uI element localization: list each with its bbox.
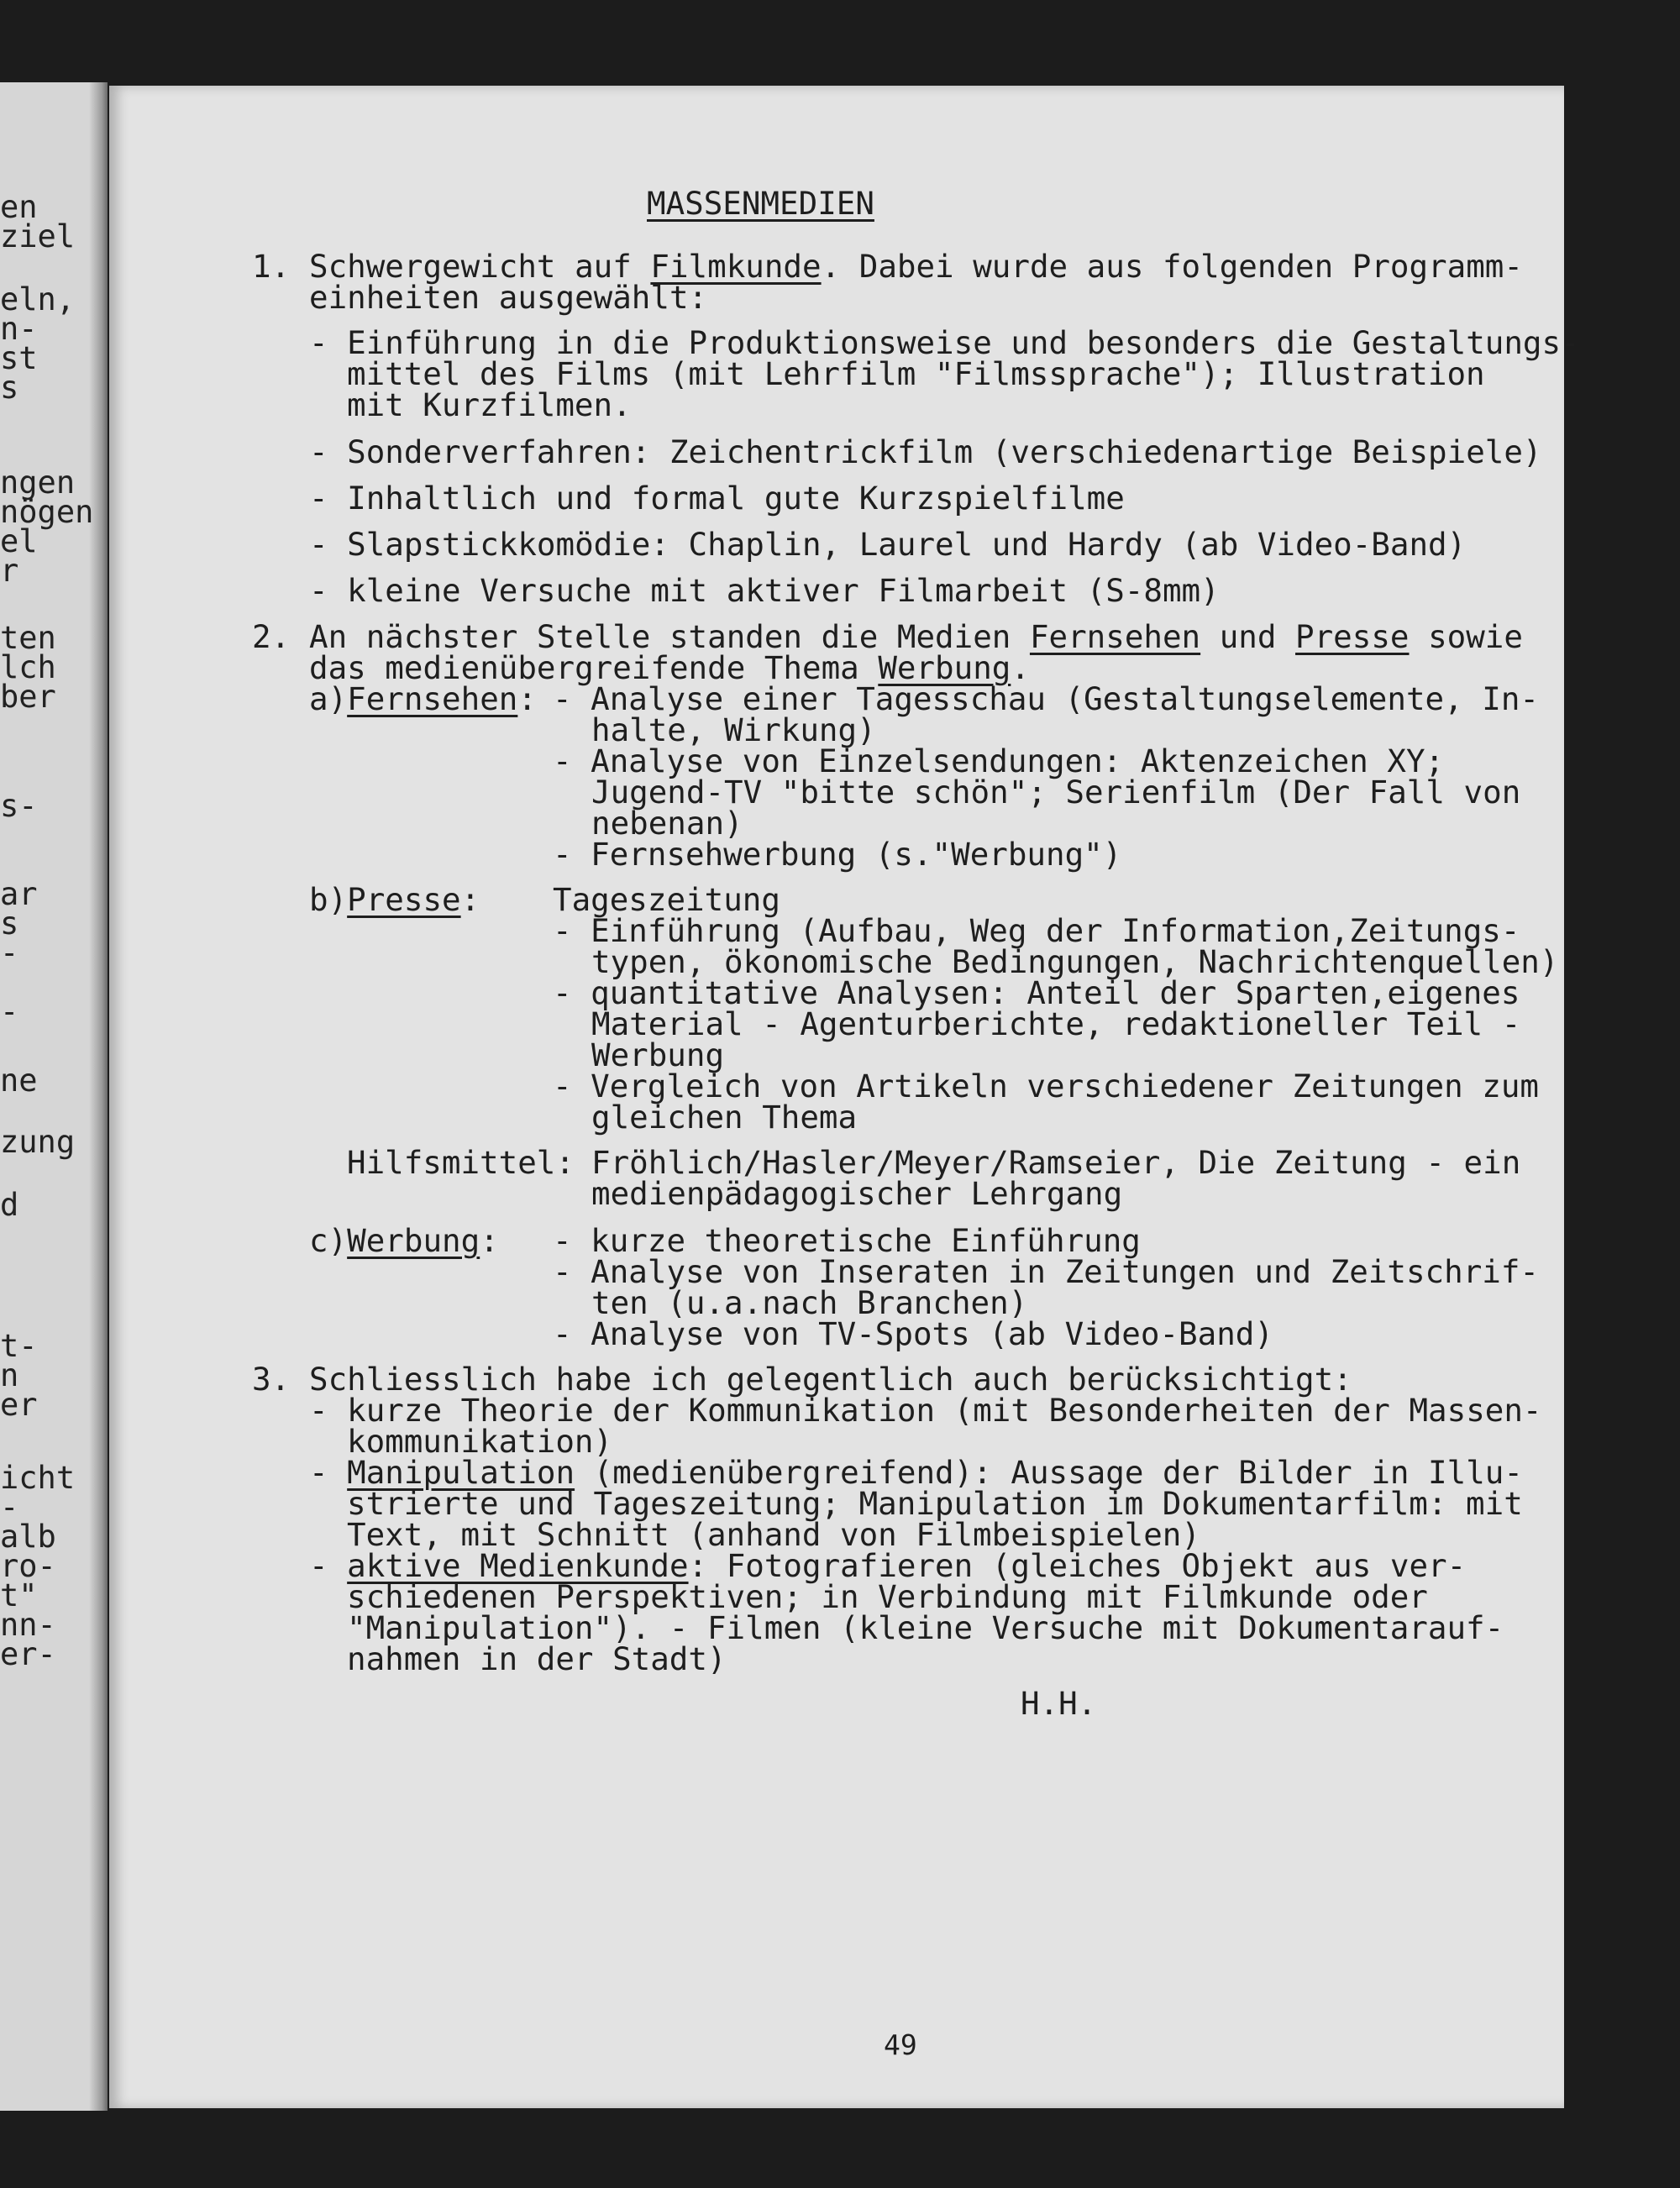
left-fragment: t- xyxy=(0,1328,38,1364)
document-page xyxy=(109,86,1580,2108)
subsection-label: c)Werbung: xyxy=(309,1222,499,1259)
text-line: strierte und Tageszeitung; Manipulation im Dokumentarfilm: mit xyxy=(347,1485,1523,1522)
left-fragment: r xyxy=(0,553,19,589)
text-line: Material - Agenturberichte, redaktioneller Teil - xyxy=(591,1005,1521,1042)
text-line: nahmen in der Stadt) xyxy=(347,1640,727,1677)
left-page-edge xyxy=(0,82,108,2111)
list-item: - quantitative Analysen: Anteil der Sparten,eigenes xyxy=(553,974,1520,1011)
list-item: - kurze Theorie der Kommunikation (mit Besonderheiten der Massen- xyxy=(309,1392,1542,1429)
list-item: - Analyse von Einzelsendungen: Aktenzeichen XY; xyxy=(553,742,1445,779)
text-line: mit Kurzfilmen. xyxy=(347,386,632,423)
left-fragment: el xyxy=(0,523,38,559)
list-item: - Vergleich von Artikeln verschiedener Zeitungen zum xyxy=(553,1068,1539,1104)
book-gutter xyxy=(89,82,108,2111)
left-fragment: s xyxy=(0,905,19,942)
text-line: halte, Wirkung) xyxy=(591,711,876,748)
list-item: - Sonderverfahren: Zeichentrickfilm (verschiedenartige Beispiele) xyxy=(309,433,1542,470)
list-item: - Fernsehwerbung (s."Werbung") xyxy=(553,836,1122,873)
subsection-label: a)Fernsehen: xyxy=(309,680,537,717)
text-line: ten (u.a.nach Branchen) xyxy=(591,1284,1028,1321)
text-line: Jugend-TV "bitte schön"; Serienfilm (Der Fall von xyxy=(591,774,1521,811)
section-number: 3. xyxy=(252,1361,291,1398)
list-item: - Analyse einer Tagesschau (Gestaltungselemente, In- xyxy=(553,680,1539,717)
list-item: - Analyse von TV-Spots (ab Video-Band) xyxy=(553,1315,1273,1352)
text-line: schiedenen Perspektiven; in Verbindung mit Filmkunde oder xyxy=(347,1578,1428,1615)
list-item: - aktive Medienkunde: Fotografieren (gleiches Objekt aus ver- xyxy=(309,1547,1467,1584)
section-number: 1. xyxy=(252,248,291,285)
left-fragment: ziel xyxy=(0,218,76,254)
text-line: mittel des Films (mit Lehrfilm "Filmssprache"); Illustration xyxy=(347,355,1485,392)
left-fragment: ngen xyxy=(0,464,76,501)
page-number: 49 xyxy=(884,2028,917,2061)
left-fragment: eln, xyxy=(0,281,76,317)
text-line: Schliesslich habe ich gelegentlich auch berücksichtigt: xyxy=(309,1361,1352,1398)
left-fragment: ten xyxy=(0,620,56,656)
list-item: - kleine Versuche mit aktiver Filmarbeit (S-8mm) xyxy=(309,572,1220,609)
left-fragment: icht xyxy=(0,1460,76,1496)
left-fragment: s xyxy=(0,370,19,406)
left-fragment: n xyxy=(0,1357,19,1393)
left-fragment: n- xyxy=(0,311,38,347)
signature: H.H. xyxy=(1021,1685,1097,1722)
left-fragment: ne xyxy=(0,1063,38,1099)
list-item: - Inhaltlich und formal gute Kurzspielfilme xyxy=(309,480,1125,517)
text-line: typen, ökonomische Bedingungen, Nachrichtenquellen) xyxy=(591,943,1559,980)
text-line: einheiten ausgewählt: xyxy=(309,279,708,316)
left-fragment: st xyxy=(0,340,38,376)
text-line: kommunikation) xyxy=(347,1423,613,1460)
list-item: - Einführung in die Produktionsweise und besonders die Gestaltungs- xyxy=(309,324,1580,361)
list-item: - Einführung (Aufbau, Weg der Information,Zeitungs- xyxy=(553,912,1520,949)
left-fragment: t" xyxy=(0,1577,38,1613)
text-line: das medienübergreifende Thema Werbung. xyxy=(309,649,1030,686)
text-line: nebenan) xyxy=(591,805,743,842)
list-item: - kurze theoretische Einführung xyxy=(553,1222,1141,1259)
left-fragment: lch xyxy=(0,649,56,685)
left-fragment: alb xyxy=(0,1519,56,1555)
left-fragment: en xyxy=(0,189,38,225)
text-line: Fröhlich/Hasler/Meyer/Ramseier, Die Zeitung - ein xyxy=(591,1144,1521,1181)
subsection-label: b)Presse: xyxy=(309,881,480,918)
left-fragment: ar xyxy=(0,876,38,912)
left-fragment: s- xyxy=(0,788,38,824)
left-fragment: - xyxy=(0,994,19,1030)
text-line: medienpädagogischer Lehrgang xyxy=(591,1175,1123,1212)
left-fragment: zung xyxy=(0,1124,76,1160)
list-item: - Slapstickkomödie: Chaplin, Laurel und Hardy (ab Video-Band) xyxy=(309,526,1467,563)
text-line: Werbung xyxy=(591,1036,725,1073)
text-line: Schwergewicht auf Filmkunde. Dabei wurde aus folgenden Programm- xyxy=(309,248,1523,285)
left-fragment: ber xyxy=(0,679,56,715)
list-item: - Analyse von Inseraten in Zeitungen und Zeitschrif- xyxy=(553,1253,1539,1290)
text-line: An nächster Stelle standen die Medien Fernsehen und Presse sowie xyxy=(309,618,1523,655)
text-line: Text, mit Schnitt (anhand von Filmbeispielen) xyxy=(347,1516,1200,1553)
text-line: Tageszeitung xyxy=(553,881,780,918)
left-fragment: nn- xyxy=(0,1607,56,1643)
list-item: - Manipulation (medienübergreifend): Aussage der Bilder in Illu- xyxy=(309,1454,1523,1491)
page-title: MASSENMEDIEN xyxy=(647,185,874,222)
text-line: "Manipulation"). - Filmen (kleine Versuche mit Dokumentarauf- xyxy=(347,1609,1504,1646)
left-fragment: d xyxy=(0,1187,19,1223)
left-fragment: er xyxy=(0,1387,38,1423)
resources-label: Hilfsmittel: xyxy=(347,1144,575,1181)
text-line: gleichen Thema xyxy=(591,1099,858,1136)
left-fragment: - xyxy=(0,935,19,971)
left-fragment: - xyxy=(0,1489,19,1525)
section-number: 2. xyxy=(252,618,291,655)
left-fragment: ro- xyxy=(0,1548,56,1584)
left-fragment: nögen xyxy=(0,494,94,530)
left-fragment: er- xyxy=(0,1636,56,1672)
